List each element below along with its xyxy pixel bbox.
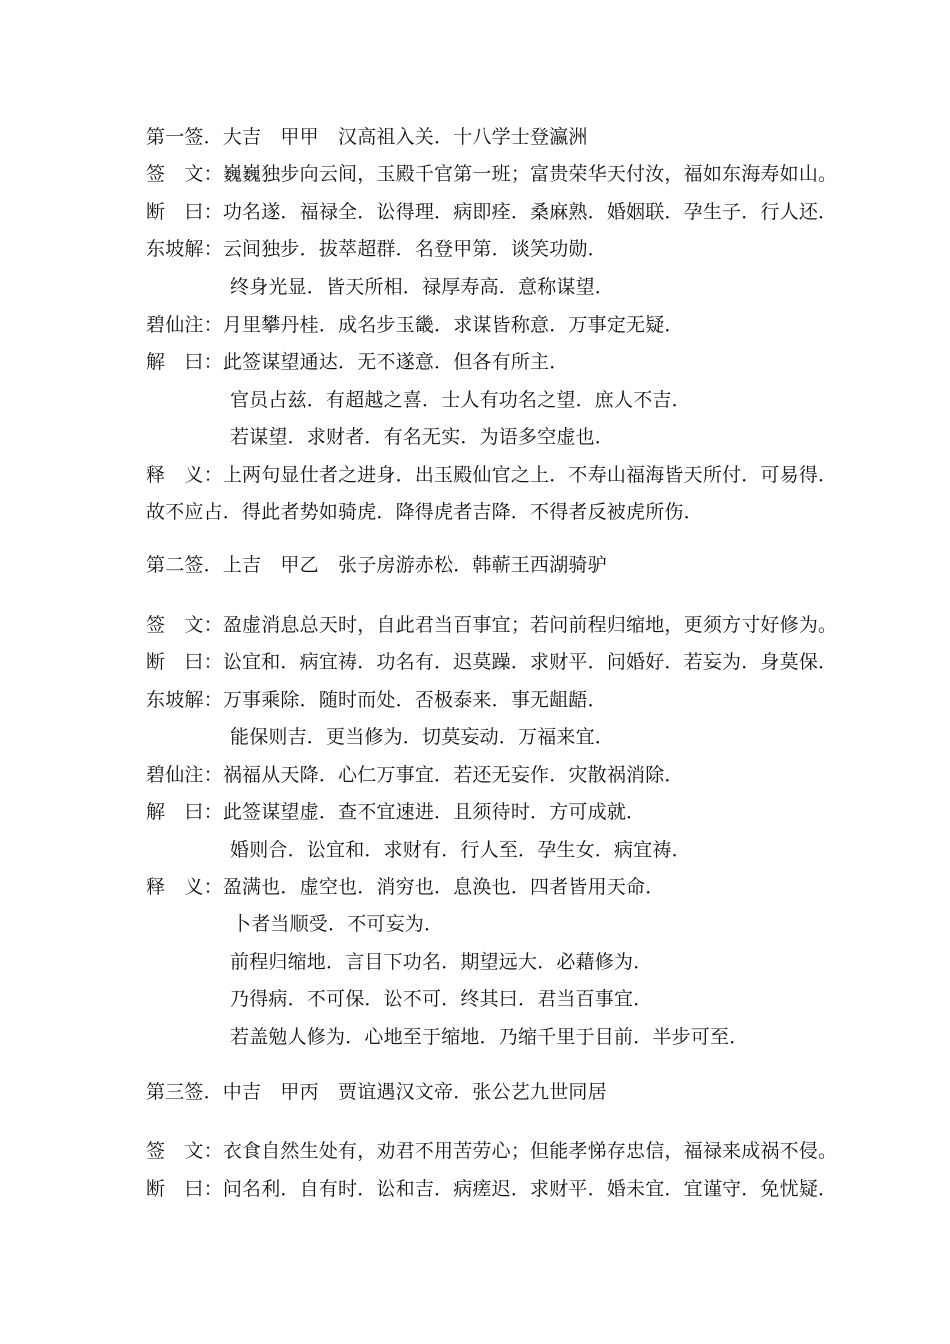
- s1-shiyi: [146, 460, 837, 490]
- s2-dongpo: [146, 685, 607, 715]
- s2-jie-text-1: 此签谋望虚．查不宜速进．且须待时．方可成就．: [222, 801, 646, 823]
- s1-bixian: [146, 310, 684, 340]
- s1-dongpo-label: 东坡解：: [146, 238, 223, 260]
- s2-shiyi-text-2: 卜者当顺受．不可妄为．: [232, 913, 444, 935]
- s2-qianwen-label: 签 文：: [146, 614, 223, 636]
- s2-shiyi-text-1: 盈满也．虚空也．消穷也．息涣也．四者皆用天命．: [222, 876, 665, 898]
- s2-dongpo-text-1: 万事乘除．随时而处．否极泰来．事无龃龉．: [222, 689, 607, 711]
- s3-duan-label: 断 曰：: [146, 1178, 223, 1200]
- s1-shiyi-label: 释 义：: [146, 464, 223, 486]
- s1-jie-label: 解 曰：: [146, 351, 223, 373]
- s2-shiyi-text-3: 前程归缩地．言目下功名．期望远大．必藉修为．: [230, 951, 653, 973]
- s2-shiyi: [146, 872, 664, 902]
- s3-duan: [146, 1174, 837, 1204]
- s2-jie-label: 解 曰：: [146, 801, 223, 823]
- s2-jie-text-2: 婚则合．讼宜和．求财有．行人至．孕生女．病宜祷．: [230, 839, 691, 861]
- s2-title: 第二签．上吉 甲乙 张子房游赤松．韩蕲王西湖骑驴: [146, 554, 607, 576]
- s1-jie-text-2: 官员占兹．有超越之喜．士人有功名之望．庶人不吉．: [230, 389, 691, 411]
- s1-shiyi-text-2: 故不应占．得此者势如骑虎．降得虎者吉降．不得者反被虎所伤．: [146, 501, 703, 523]
- s2-bixian-text: 祸福从天降．心仁万事宜．若还无妄作．灾散祸消除．: [222, 764, 684, 786]
- s1-bixian-text: 月里攀丹桂．成名步玉畿．求谋皆称意．万事定无疑．: [222, 314, 684, 336]
- s3-title: 第三签．中吉 甲丙 贾谊遇汉文帝．张公艺九世同居: [146, 1081, 607, 1103]
- s1-qianwen-label: 签 文：: [146, 163, 223, 185]
- s3-duan-text: 问名利．自有时．讼和吉．病瘥迟．求财平．婚未宜．宜谨守．免忧疑．: [222, 1178, 838, 1200]
- s1-dongpo-text-2: 终身光显．皆天所相．禄厚寿高．意称谋望．: [230, 276, 615, 298]
- s1-dongpo-text-1: 云间独步．拔萃超群．名登甲第．谈笑功勋．: [222, 238, 607, 260]
- s3-qianwen: [146, 1136, 837, 1166]
- s1-jie: [146, 347, 568, 377]
- s2-dongpo-label: 东坡解：: [146, 689, 223, 711]
- s2-qianwen: [146, 610, 837, 640]
- s2-bixian: [146, 760, 684, 790]
- s2-bixian-label: 碧仙注：: [146, 764, 223, 786]
- s2-shiyi-label: 释 义：: [146, 876, 223, 898]
- s1-qianwen: [146, 159, 837, 189]
- s1-qianwen-text: 巍巍独步向云间，玉殿千官第一班；富贵荣华天付汝，福如东海寿如山。: [222, 163, 838, 185]
- s1-shiyi-text-1: 上两句显仕者之进身．出玉殿仙官之上．不寿山福海皆天所付．可易得．: [222, 464, 838, 486]
- s2-qianwen-text: 盈虚消息总天时，自此君当百事宜；若问前程归缩地，更须方寸好修为。: [222, 614, 838, 636]
- s3-qianwen-label: 签 文：: [146, 1140, 223, 1162]
- s2-duan: [146, 647, 837, 677]
- s1-bixian-label: 碧仙注：: [146, 314, 223, 336]
- s1-duan-label: 断 曰：: [146, 201, 223, 223]
- s2-dongpo-text-2: 能保则吉．更当修为．切莫妄动．万福来宜．: [230, 726, 615, 748]
- s1-duan-text: 功名遂．福禄全．讼得理．病即痊．桑麻熟．婚姻联．孕生子．行人还．: [222, 201, 838, 223]
- s2-duan-label: 断 曰：: [146, 651, 223, 673]
- s1-jie-text-3: 若谋望．求财者．有名无实．为语多空虚也．: [230, 426, 615, 448]
- s2-duan-text: 讼宜和．病宜祷．功名有．迟莫躁．求财平．问婚好．若妄为．身莫保．: [222, 651, 838, 673]
- s1-title: 第一签．大吉 甲甲 汉高祖入关．十八学士登瀛洲: [146, 126, 588, 148]
- s1-duan: [146, 197, 837, 227]
- s1-dongpo: [146, 234, 607, 264]
- s2-jie: [146, 797, 645, 827]
- s1-jie-text-1: 此签谋望通达．无不遂意．但各有所主．: [222, 351, 569, 373]
- s2-shiyi-text-4: 乃得病．不可保．讼不可．终其曰．君当百事宜．: [230, 988, 653, 1010]
- s2-shiyi-text-5: 若盖勉人修为．心地至于缩地．乃缩千里于目前．半步可至．: [230, 1026, 749, 1048]
- s3-qianwen-text: 衣食自然生处有，劝君不用苦劳心；但能孝悌存忠信，福禄来成祸不侵。: [222, 1140, 838, 1162]
